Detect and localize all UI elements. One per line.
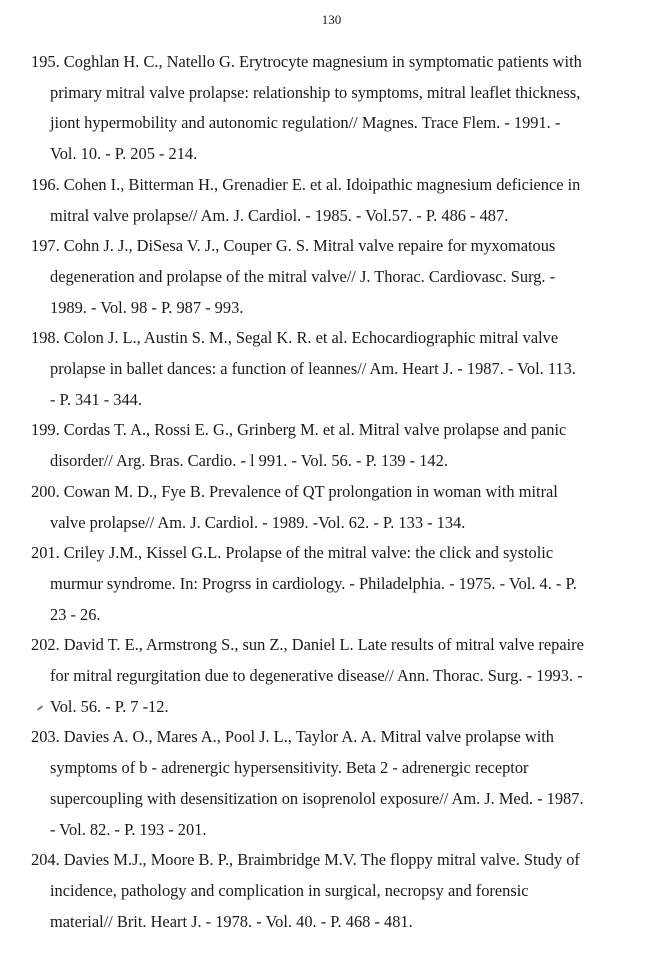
reference-item — [31, 630, 631, 722]
reference-line: prolapse in ballet dances: a function of leannes// Am. Heart J. - 1987. - Vol. 113. — [50, 359, 576, 379]
reference-line: supercoupling with desensitization on isoprenolol exposure// Am. J. Med. - 1987. — [50, 788, 584, 808]
reference-line: 201. Criley J.M., Kissel G.L. Prolapse of the mitral valve: the click and systolic — [31, 543, 554, 563]
reference-item — [31, 415, 631, 476]
reference-line: mitral valve prolapse// Am. J. Cardiol. - 1985. - Vol.57. - P. 486 - 487. — [50, 205, 509, 225]
reference-item — [31, 722, 631, 845]
reference-line: for mitral regurgitation due to degenerative disease// Ann. Thorac. Surg. - 1993. - — [50, 666, 583, 686]
reference-item — [31, 845, 631, 937]
reference-line: - Vol. 82. - P. 193 - 201. — [50, 819, 207, 839]
page-number: 130 — [321, 12, 342, 27]
reference-line: 198. Colon J. L., Austin S. M., Segal K. R. et al. Echocardiographic mitral valve — [31, 328, 559, 348]
reference-line: 199. Cordas T. A., Rossi E. G., Grinberg M. et al. Mitral valve prolapse and panic — [31, 420, 567, 440]
reference-item — [31, 47, 631, 170]
reference-line: murmur syndrome. In: Progrss in cardiology. - Philadelphia. - 1975. - Vol. 4. - P. — [50, 573, 577, 593]
reference-line: incidence, pathology and complication in surgical, necropsy and forensic — [50, 880, 529, 900]
reference-line: 196. Cohen I., Bitterman H., Grenadier E. et al. Idoipathic magnesium deficience in — [31, 174, 581, 194]
reference-item — [31, 323, 631, 415]
reference-line: Vol. 10. - P. 205 - 214. — [50, 144, 198, 164]
reference-line: 200. Cowan M. D., Fye B. Prevalence of QT prolongation in woman with mitral — [31, 481, 558, 501]
reference-line: 202. David T. E., Armstrong S., sun Z., Daniel L. Late results of mitral valve repaire — [31, 635, 584, 655]
reference-line: symptoms of b - adrenergic hypersensitivity. Beta 2 - adrenergic receptor — [50, 758, 529, 778]
reference-item — [31, 477, 631, 538]
reference-line: 1989. - Vol. 98 - P. 987 - 993. — [50, 297, 244, 317]
reference-list — [31, 47, 631, 937]
reference-line: 195. Coghlan H. C., Natello G. Erytrocyte magnesium in symptomatic patients with — [31, 52, 582, 71]
reference-line: 203. Davies A. O., Mares A., Pool J. L., Taylor A. A. Mitral valve prolapse with — [31, 727, 554, 747]
reference-line: degeneration and prolapse of the mitral valve// J. Thorac. Cardiovasc. Surg. - — [50, 266, 556, 286]
reference-line: 23 - 26. — [50, 604, 101, 624]
reference-line: Vol. 56. - P. 7 -12. — [50, 696, 169, 716]
reference-line: primary mitral valve prolapse: relationship to symptoms, mitral leaflet thickness, — [50, 82, 581, 102]
reference-item — [31, 170, 631, 231]
reference-line: jiont hypermobility and autonomic regulation// Magnes. Trace Flem. - 1991. - — [50, 113, 561, 133]
reference-line: valve prolapse// Am. J. Cardiol. - 1989. -Vol. 62. - P. 133 - 134. — [50, 512, 466, 532]
reference-line: 197. Cohn J. J., DiSesa V. J., Couper G. S. Mitral valve repaire for myxomatous — [31, 236, 556, 256]
reference-item — [31, 538, 631, 630]
reference-line: 204. Davies M.J., Moore B. P., Braimbridge M.V. The floppy mitral valve. Study of — [31, 850, 580, 870]
reference-line: material// Brit. Heart J. - 1978. - Vol. 40. - P. 468 - 481. — [50, 911, 413, 931]
reference-line: disorder// Arg. Bras. Cardio. - l 991. - Vol. 56. - P. 139 - 142. — [50, 451, 448, 471]
reference-item — [31, 231, 631, 323]
reference-line: - P. 341 - 344. — [50, 389, 142, 409]
